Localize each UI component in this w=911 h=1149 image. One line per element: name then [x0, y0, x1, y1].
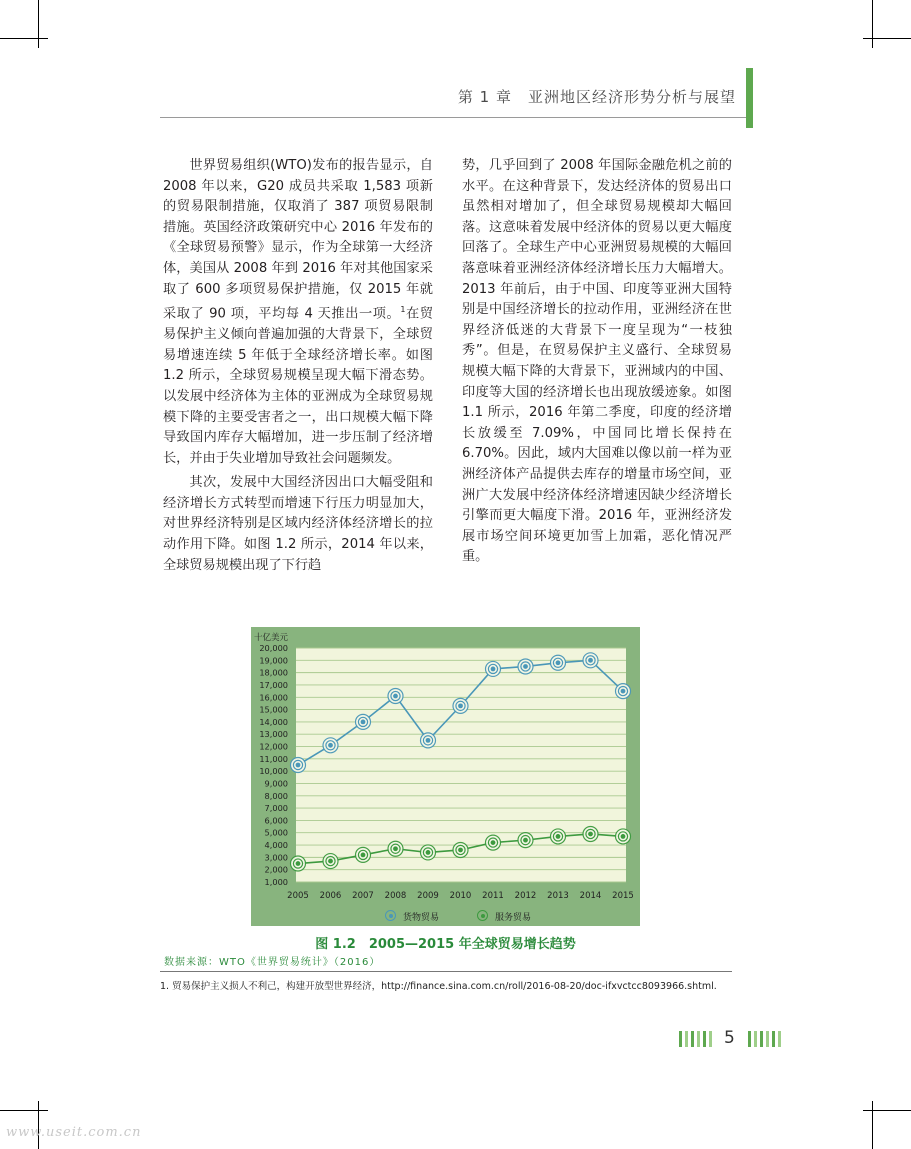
paragraph-text: 在贸易保护主义倾向普遍加强的大背景下，全球贸易增速连续 5 年低于全球经济增长率。如图 1.2 所示，全球贸易规模呈现大幅下滑态势。以发展中经济体为主体的亚洲成为全球贸易规模下降的主要受害者之一，出口规模大幅下降导致国内库存大幅增加，进一步压制了经济增长，并由于失业增加导致社会问题频发。 — [163, 306, 434, 466]
x-tick-label: 2012 — [514, 891, 537, 901]
data-point — [458, 703, 463, 708]
x-tick-label: 2008 — [384, 891, 407, 901]
page-stripes-right — [748, 1031, 784, 1047]
footnote-ref[interactable]: 1 — [400, 305, 406, 315]
data-point — [556, 834, 561, 839]
x-tick-label: 2014 — [579, 891, 602, 901]
crop-mark — [863, 38, 911, 39]
y-tick-label: 7,000 — [264, 803, 288, 814]
footnote: 1. 贸易保护主义损人不利己，构建开放型世界经济，http://finance.sina.com.cn/roll/2016-08-20/doc-ifxvctcc8093966.shtml. — [160, 981, 717, 992]
data-point — [393, 846, 398, 851]
x-tick-label: 2007 — [352, 891, 374, 901]
data-point — [458, 848, 463, 853]
y-tick-label: 1,000 — [264, 877, 288, 887]
left-column — [163, 156, 433, 576]
data-point — [296, 861, 301, 866]
crop-mark — [0, 1110, 48, 1111]
crop-mark — [0, 38, 48, 39]
legend-item-goods — [385, 910, 439, 923]
footnote-rule — [160, 971, 732, 972]
y-tick-label: 3,000 — [264, 852, 288, 863]
figure-caption: 图 1.2 2005—2015 年全球贸易增长趋势 — [315, 937, 576, 952]
legend-label: 服务贸易 — [495, 913, 532, 923]
y-tick-label: 6,000 — [264, 815, 288, 826]
crop-mark — [863, 1110, 911, 1111]
paragraph-text: 世界贸易组织(WTO)发布的报告显示，自 2008 年以来，G20 成员共采取 1,583 项新的贸易限制措施，仅取消了 387 项贸易限制措施。英国经济政策研究中心 2016 年发布的《全球贸易预警》显示，作为全球第一大经济体，美国从 2008 年到 2016 年对其他国家采取了 600 多项贸易保护措施，仅 2015 年就采取了 90 项，平均每 4 天推出一项。 — [163, 158, 433, 322]
chart-legend — [251, 909, 640, 925]
data-point — [361, 853, 366, 858]
x-tick-label: 2005 — [287, 891, 309, 901]
data-point — [361, 719, 366, 724]
paragraph: 势，几乎回到了 2008 年国际金融危机之前的水平。在这种背景下，发达经济体的贸易出口虽然相对增加了，但全球贸易规模却大幅回落。这意味着发展中经济体的贸易以更大幅度回落了。全球生产中心亚洲贸易规模的大幅回落意味着亚洲经济体经济增长压力大幅增大。2013 年前后，由于中国、印度等亚洲大国特别是中国经济增长的拉动作用，亚洲经济在世界经济低迷的大背景下一度呈现为“一枝独秀”。但是，在贸易保护主义盛行、全球贸易规模大幅下降的大背景下，亚洲域内的中国、印度等大国的经济增长也出现放缓迹象。如图 1.1 所示，2016 年第二季度，印度的经济增长放缓至 7.09%，中国同比增长保持在 6.70%。因此，域内大国难以像以前一样为亚洲经济体产品提供去库存的增量市场空间，亚洲广大发展中经济体经济增速因缺少经济增长引擎而更大幅度下滑。2016 年，亚洲经济发展市场空间环境更加雪上加霜，恶化情况严重。 — [462, 158, 732, 565]
header-accent-bar — [746, 68, 753, 128]
y-tick-label: 16,000 — [259, 692, 288, 703]
y-tick-label: 20,000 — [259, 643, 288, 653]
watermark: www.useit.com.cn — [6, 1125, 142, 1140]
legend-marker-icon — [385, 910, 396, 921]
paragraph: 其次，发展中大国经济因出口大幅受阻和经济增长方式转型而增速下行压力明显加大，对世界经济特别是区域内经济体经济增长的拉动作用下降。如图 1.2 所示，2014 年以来，全球贸易规模出现了下行趋 — [163, 475, 433, 573]
data-point — [296, 763, 301, 768]
data-point — [621, 689, 626, 694]
trade-line-chart — [251, 627, 640, 926]
figure-source: 数据来源：WTO《世界贸易统计》（2016） — [164, 957, 381, 968]
y-tick-label: 12,000 — [259, 741, 288, 752]
page-stripes-left — [679, 1031, 715, 1047]
y-tick-label: 11,000 — [259, 753, 288, 764]
x-tick-label: 2015 — [612, 891, 634, 901]
y-tick-label: 14,000 — [259, 716, 288, 727]
y-tick-label: 5,000 — [264, 827, 288, 838]
crop-mark — [38, 0, 39, 48]
data-point — [426, 850, 431, 855]
data-point — [491, 840, 496, 845]
data-point — [621, 834, 626, 839]
data-point — [523, 664, 528, 669]
y-tick-label: 17,000 — [259, 679, 288, 690]
data-point — [328, 743, 333, 748]
header-rule — [160, 117, 746, 118]
x-tick-label: 2013 — [547, 891, 569, 901]
legend-marker-icon — [477, 910, 488, 921]
chapter-title: 第 1 章 亚洲地区经济形势分析与展望 — [457, 88, 736, 106]
paragraph — [163, 156, 433, 469]
x-tick-label: 2010 — [449, 891, 472, 901]
page-number: 5 — [724, 1028, 735, 1048]
y-tick-label: 15,000 — [259, 704, 288, 715]
data-point — [556, 660, 561, 665]
crop-mark — [872, 0, 873, 48]
crop-mark — [872, 1101, 873, 1149]
x-tick-label: 2009 — [417, 891, 439, 901]
data-point — [523, 838, 528, 843]
y-tick-label: 19,000 — [259, 655, 288, 666]
data-point — [588, 832, 593, 837]
legend-item-services — [477, 910, 531, 923]
y-tick-label: 4,000 — [264, 840, 288, 851]
y-axis-label: 十亿美元 — [254, 633, 289, 643]
data-point — [328, 859, 333, 864]
legend-label: 货物贸易 — [403, 913, 440, 923]
y-tick-label: 18,000 — [259, 667, 288, 678]
chart-area — [251, 627, 640, 926]
x-tick-label: 2011 — [482, 891, 504, 901]
y-tick-label: 9,000 — [264, 778, 288, 789]
data-point — [426, 738, 431, 743]
data-point — [393, 694, 398, 699]
data-point — [491, 667, 496, 672]
data-point — [588, 658, 593, 663]
x-tick-label: 2006 — [319, 891, 342, 901]
y-tick-label: 10,000 — [259, 766, 288, 777]
y-tick-label: 13,000 — [259, 729, 288, 740]
right-column — [462, 156, 732, 568]
y-tick-label: 2,000 — [264, 864, 288, 875]
y-tick-label: 8,000 — [264, 790, 288, 801]
